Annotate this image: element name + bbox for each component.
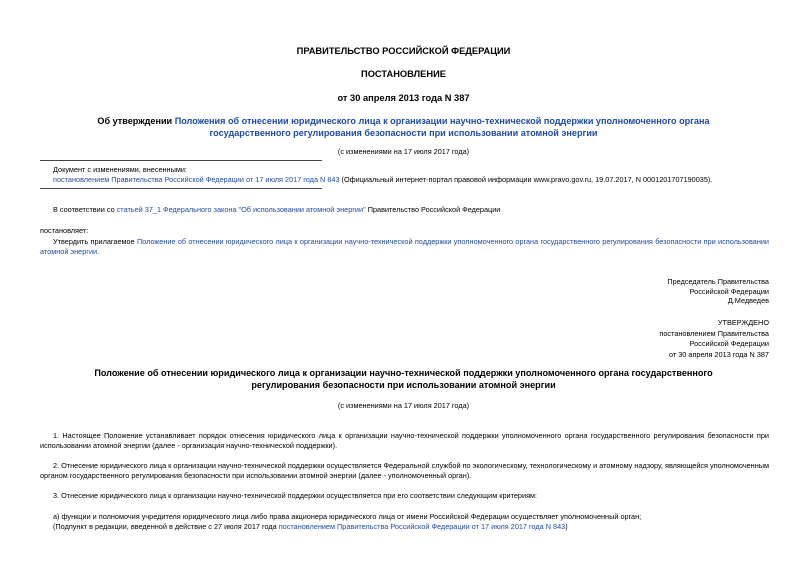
federal-law-link[interactable]: статьей 37_1 Федерального закона "Об использовании атомной энергии" (116, 205, 366, 214)
regulation-paragraph-1: 1. Настоящее Положение устанавливает порядок отнесения юридического лица к организации научно-технической поддержки уполномоченного органа государственного регулирования безопасности при использовании атомной энергии (далее - организация научно-технической поддержки). (40, 431, 769, 450)
approval-block (469, 318, 769, 360)
separator-line-bottom (40, 188, 322, 189)
title-changes-note: (с изменениями на 17 июля 2017 года) (337, 147, 470, 156)
edit-note-prefix: (Подпункт в редакции, введенной в действие с 27 июля 2017 года (53, 522, 279, 531)
regulation-paragraph-3: 3. Отнесение юридического лица к организации научно-технической поддержки осуществляется при его соответствии следующим критериям: (53, 491, 538, 500)
edit-note-decree-link[interactable]: постановлением Правительства Российской Федерации от 17 июля 2017 года N 843 (278, 522, 566, 531)
approve-suffix: . (97, 246, 100, 256)
title-prefix: Об утверждении (97, 116, 173, 126)
signature-country: Российской Федерации (689, 286, 769, 296)
approval-line-2: постановлением Правительства (659, 328, 769, 338)
separator-line-top (40, 160, 322, 161)
document-title (60, 116, 747, 139)
approval-title: УТВЕРЖДЕНО (717, 318, 769, 327)
regulation-paragraph-2: 2. Отнесение юридического лица к организации научно-технической поддержки осуществляется Федеральной службой по экологическому, технологическому и атомному надзору, являющейся уполномоченным органом государственного регулирования безопасности при использовании атомной энергии (далее - уполномоченный орган). (40, 461, 769, 480)
approval-line-3: Российской Федерации (689, 339, 769, 349)
basis-suffix: Правительство Российской Федерации (365, 205, 501, 214)
regulation-changes-note: (с изменениями на 17 июля 2017 года) (337, 401, 470, 410)
signature-block (469, 277, 769, 306)
amendment-decree-link[interactable]: постановлением Правительства Российской Федерации от 17 июля 2017 года N 843 (53, 175, 340, 184)
signature-name: Д.Медведев (727, 296, 769, 306)
government-name: ПРАВИТЕЛЬСТВО РОССИЙСКОЙ ФЕДЕРАЦИИ (296, 46, 511, 56)
amendment-source-text: (Официальный интернет-портал правовой информации www.pravo.gov.ru, 19.07.2017, N 0001201707190035). (339, 175, 713, 184)
approve-prefix: Утвердить прилагаемое (53, 237, 137, 246)
title-regulation-link[interactable]: Положения об отнесении юридического лица к организации научно-технической поддержки уполномоченного органа государственного регулирования безопасности при использовании атомной энергии (174, 116, 710, 138)
amendments-line (53, 175, 773, 185)
basis-paragraph (53, 205, 773, 215)
amendments-intro: Документ с изменениями, внесенными: (53, 165, 187, 174)
document-type: ПОСТАНОВЛЕНИЕ (361, 69, 446, 79)
postanovlyaet-text: постановляет: (40, 226, 89, 235)
regulation-title: Положение об отнесении юридического лица к организации научно-технической поддержки уполномоченного органа государственного регулирования безопасности при использовании атомной энергии (94, 368, 713, 390)
basis-prefix: В соответствии со (53, 205, 117, 214)
approve-paragraph (40, 237, 769, 256)
document-date-number: от 30 апреля 2013 года N 387 (337, 93, 470, 103)
approved-regulation-link[interactable]: Положение об отнесении юридического лица к организации научно-технической поддержки уполномоченного органа государственного регулирования безопасности при использовании атомной энергии (40, 237, 770, 256)
approval-line-4: от 30 апреля 2013 года N 387 (668, 349, 769, 359)
regulation-subpoint-a: а) функции и полномочия учредителя юридического лица либо права акционера юридического лица от имени Российской Федерации осуществляет уполномоченный орган; (53, 512, 642, 521)
edit-note-suffix: ) (565, 522, 568, 531)
subpoint-a-edit-note (53, 522, 769, 532)
signature-position: Председатель Правительства (667, 277, 769, 286)
